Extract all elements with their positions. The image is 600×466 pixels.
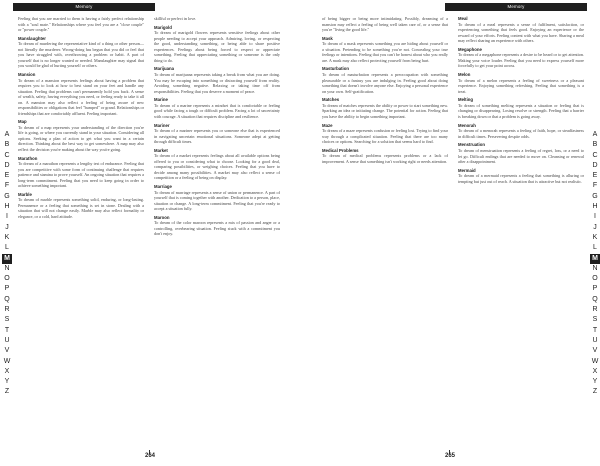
index-letter-i: I [594,213,596,221]
index-letter-x: X [592,367,598,375]
entry-definition: To dream of marijuana represents taking a break from what you are doing. You may be escaping into something or distracting yourself from reality. Avoiding something negative. Relaxing or taking time off from responsibilities. Feeling that you deserve a moment of peace. [154,72,280,94]
entry-definition: To dream of a megaphone represents a desire to be heard or to get attention. Making your voice louder. Feeling that you need to express yourself more forcefully to get your point across. [458,52,584,69]
dictionary-entry [458,142,584,164]
index-letter-f: F [4,182,10,190]
entry-definition: skillful or perfect in love. [154,16,197,21]
entry-term: Map [18,119,27,125]
index-letter-c: C [4,151,10,159]
index-letter-q: Q [592,295,598,303]
text-columns [322,16,584,436]
entry-term: Marriage [154,184,172,190]
index-letter-y: Y [4,378,10,386]
entry-term: Mansion [18,71,36,77]
alphabet-index [2,130,12,398]
index-letter-e: E [592,172,598,180]
index-letter-o: O [4,275,10,283]
entry-term: Mask [322,35,333,41]
entry-definition: To dream of murdering the representative kind of a thing or other person—not literally the murderer. Wrong-doing has begun that you did or feel that you have struggled with, overthrowing a problem or habit. A part of yourself that is no longer wanted or needed. Manslaughter may signal that you would be glad of hurting yourself or others. [18,41,144,69]
dictionary-entry [322,123,448,145]
index-letter-k: K [592,233,598,241]
entry-definition: To dream of a melon represents a feeling of sweetness or a pleasant experience. Enjoying something refreshing. Feeling that something is a treat. [458,77,584,94]
index-letter-q: Q [4,295,10,303]
dictionary-entry [154,123,280,145]
index-letter-a: A [4,131,10,138]
entry-definition: of being bigger or being more intimidating. Possibly, dreaming of a mansion may reflect a feeling of being well taken care of, or a sense that you're "living the good life." [322,16,448,32]
column-2 [458,16,584,436]
index-letter-u: U [4,336,10,344]
entry-term: Maroon [154,214,170,220]
dictionary-entry [18,36,144,69]
entry-term: Marathon [18,155,38,161]
dictionary-entry [154,148,280,181]
index-letter-d: D [4,161,10,169]
index-letter-g: G [4,192,10,200]
entry-definition: To dream of a maze represents confusion or feeling lost. Trying to find your way through a complicated situation. Feeling that there are too many choices or options. Searching for a solution that seems hard to find. [322,128,448,145]
entry-definition: Feeling that you are married to them is having a fairly perfect relationship with a "soul mate." Relationships where you feel you are a "close couple" or "power couple." [18,16,144,32]
dictionary-entry [154,66,280,94]
right-page [300,0,600,466]
dictionary-entry [18,16,144,33]
index-letter-i: I [6,213,8,221]
index-letter-h: H [4,203,10,211]
index-letter-j: J [5,223,9,231]
index-letter-c: C [592,151,598,159]
entry-term: Masturbation [322,66,349,72]
dictionary-entry [322,148,448,165]
index-letter-l: L [5,244,9,252]
index-letter-t: T [592,326,598,334]
dictionary-entry [154,25,280,64]
index-letter-p: P [4,285,10,293]
index-letter-x: X [4,367,10,375]
index-letter-w: W [591,357,599,365]
running-header [445,3,587,11]
index-letter-d: D [592,161,598,169]
dictionary-entry [154,97,280,119]
entry-term: Menorah [458,122,476,128]
entry-term: Menstruation [458,142,485,148]
dictionary-entry [458,72,584,94]
page-number: 264 [144,453,155,459]
index-letter-b: B [4,141,10,149]
entry-term: Marijuana [154,66,175,72]
entry-term: Mariner [154,122,170,128]
entry-definition: To dream of a market represents feelings about all available options being offered to you or considering what to choose. Looking for a good deal, comparing possibilities, or weighing choices. Feeling that you have to decide among many possibilities. A market may also reflect a sense of competition or a feeling of being on display. [154,153,280,181]
running-header [13,3,155,11]
entry-term: Medical Problems [322,147,359,153]
entry-term: Melting [458,97,474,103]
dictionary-entry [322,97,448,119]
index-letter-v: V [592,347,598,355]
index-letter-n: N [4,264,10,272]
index-letter-n: N [592,264,598,272]
entry-definition: To dream of something melting represents a situation or feeling that is changing or disappearing. Losing resolve or strength. Feeling that a barrier is breaking down or that a problem is going away. [458,102,584,119]
index-letter-l: L [593,244,597,252]
entry-term: Mermaid [458,167,476,173]
entry-term: Meal [458,16,468,21]
dictionary-entry [458,123,584,140]
entry-definition: To dream of marriage represents a sense of union or permanence. A part of yourself that is coming together with another. Dedication to a person, place, situation or change. A long-term commitment. Feeling that you're ready to accept a situation fully. [154,189,280,212]
index-letter-o: O [592,275,598,283]
page-footer [420,450,480,460]
index-letter-m: M [2,254,12,264]
entry-definition: To dream of a marine represents a mindset that is comfortable or feeling good while facing a tough or difficult problem. Facing a lot of uncertainty with courage. A situation that requires discipline and resilience. [154,102,280,119]
index-letter-v: V [4,347,10,355]
index-letter-g: G [592,192,598,200]
index-letter-r: R [4,306,10,314]
entry-term: Market [154,147,168,153]
index-letter-f: F [592,182,598,190]
index-letter-w: W [3,357,11,365]
dictionary-entry [458,168,584,185]
entry-definition: To dream of a marathon represents a lengthy test of endurance. Feeling that you are competitive with some form of continuing challenge that requires patience and stamina to prove yourself. An ongoing situation that requires a long-term commitment. Feeling that you need to keep going in order to achieve something important. [18,161,144,189]
index-letter-k: K [4,233,10,241]
index-letter-z: Z [592,388,598,396]
entry-definition: To dream of marigold flowers represents sensitive feelings about other people needing to accept your approach. Admiring, loving, or respecting the good, understanding something, or being able to share positive experiences. Feelings about being forced to respect or appreciate something. Feeling that appreciating something or someone is the only thing to do. [154,30,280,63]
entry-definition: To dream of the color maroon represents a mix of passion and anger or a controlling, overbearing situation. Feeling stuck with a commitment you don't enjoy. [154,220,280,237]
entry-term: Marble [18,191,32,197]
text-columns [18,16,280,436]
index-letter-p: P [592,285,598,293]
entry-term: Megaphone [458,46,482,52]
entry-definition: To dream of medical problems represents problems or a lack of improvement. A sense that something isn't working right or needs attention. [322,153,448,164]
column-2 [154,16,280,436]
entry-term: Melon [458,72,471,78]
entry-term: Marigold [154,24,172,30]
page-number: 265 [444,453,455,459]
index-letter-j: J [593,223,597,231]
index-letter-u: U [592,336,598,344]
entry-definition: To dream of a meal represents a sense of fulfilment, satisfaction, or experiencing something that feels good. Enjoying an experience or the reward of your efforts. Feeling content with what you have. Sharing a meal may reflect sharing an experience with others. [458,21,584,44]
entry-definition: To dream of a mansion represents feelings about having a problem that requires you to look at how to best stand on your feet and handle any situation. Feeling that problems can't permanently hold you back. A sense of wealth, safety, having everything you need, or feeling ready to take it all on. A mansion may also reflect a feeling of being aware of new responsibilities or obligations that feel "bumped" or grand. Relationships or friendships that are comfortably affluent. Feeling important. [18,77,144,116]
index-letter-r: R [592,306,598,314]
entry-definition: To dream of masturbation represents a preoccupation with something pleasurable or a fantasy you are indulging in. Feeling good about doing something that doesn't involve anyone else. Enjoying a personal experience on your own. Self-gratification. [322,72,448,94]
dictionary-entry [322,66,448,94]
entry-term: Matches [322,97,340,103]
index-letter-e: E [4,172,10,180]
entry-definition: To dream of a mermaid represents a feeling that something is alluring or tempting but just out of reach. A situation that is attractive but not realistic. [458,173,584,184]
dictionary-entry [322,36,448,64]
page-footer [120,450,180,460]
index-letter-s: S [4,316,10,324]
entry-definition: To dream of a mariner represents you or someone else that is experienced in navigating uncertain emotional situations. Someone adept at getting through difficult times. [154,128,280,145]
alphabet-index [590,130,600,398]
index-letter-h: H [592,203,598,211]
dictionary-entry [458,47,584,69]
column-1 [322,16,448,436]
dictionary-entry [322,16,448,33]
dictionary-entry [458,97,584,119]
index-letter-m: M [590,254,600,264]
dictionary-entry [18,192,144,220]
entry-definition: To dream of a mask represents something you are hiding about yourself or a situation. Pretending to be something you're not. Concealing your true feelings or intentions. Feeling that you can't be honest about who you really are. A mask may also reflect protecting yourself from being hurt. [322,41,448,63]
entry-definition: To dream of matches represents the ability or power to start something new. Sparking an idea or initiating change. The potential for action. Feeling that you have the ability to begin something important. [322,102,448,119]
dictionary-entry [154,16,280,22]
dictionary-entry [18,156,144,189]
index-letter-s: S [592,316,598,324]
index-letter-z: Z [4,388,10,396]
entry-definition: To dream of marble represents something solid, enduring, or long-lasting. Permanence or a feeling that something is set in stone. Dealing with a situation that will not change easily. Marble may also reflect formality or elegance, or a cold, hard attitude. [18,197,144,219]
index-letter-b: B [592,141,598,149]
dictionary-entry [18,119,144,152]
entry-definition: To dream of a menorah represents a feeling of faith, hope, or steadfastness in difficult times. Persevering despite odds. [458,128,584,139]
entry-definition: To dream of a map represents your understanding of the direction you're life is going, or where you currently stand in your situation. Considering all options. Seeking a plan of action to get what you want in a certain direction. Thinking about the best way to get somewhere. A map may also reflect the decision you're making about the way you're going. [18,124,144,152]
entry-term: Maze [322,122,333,128]
running-header-title: Memory [75,4,93,9]
entry-term: Manslaughter [18,35,46,41]
dictionary-entry [18,72,144,116]
column-1 [18,16,144,436]
dictionary-entry [458,16,584,44]
entry-definition: To dream of menstruation represents a feeling of regret, loss, or a need to let go. Difficult endings that are needed to move on. Cleansing or renewal after a disappointment. [458,148,584,164]
index-letter-a: A [592,131,598,138]
dictionary-entry [154,184,280,212]
index-letter-t: T [4,326,10,334]
running-header-title: Memory [507,4,525,9]
entry-term: Marine [154,97,168,103]
index-letter-y: Y [592,378,598,386]
dictionary-entry [154,215,280,237]
